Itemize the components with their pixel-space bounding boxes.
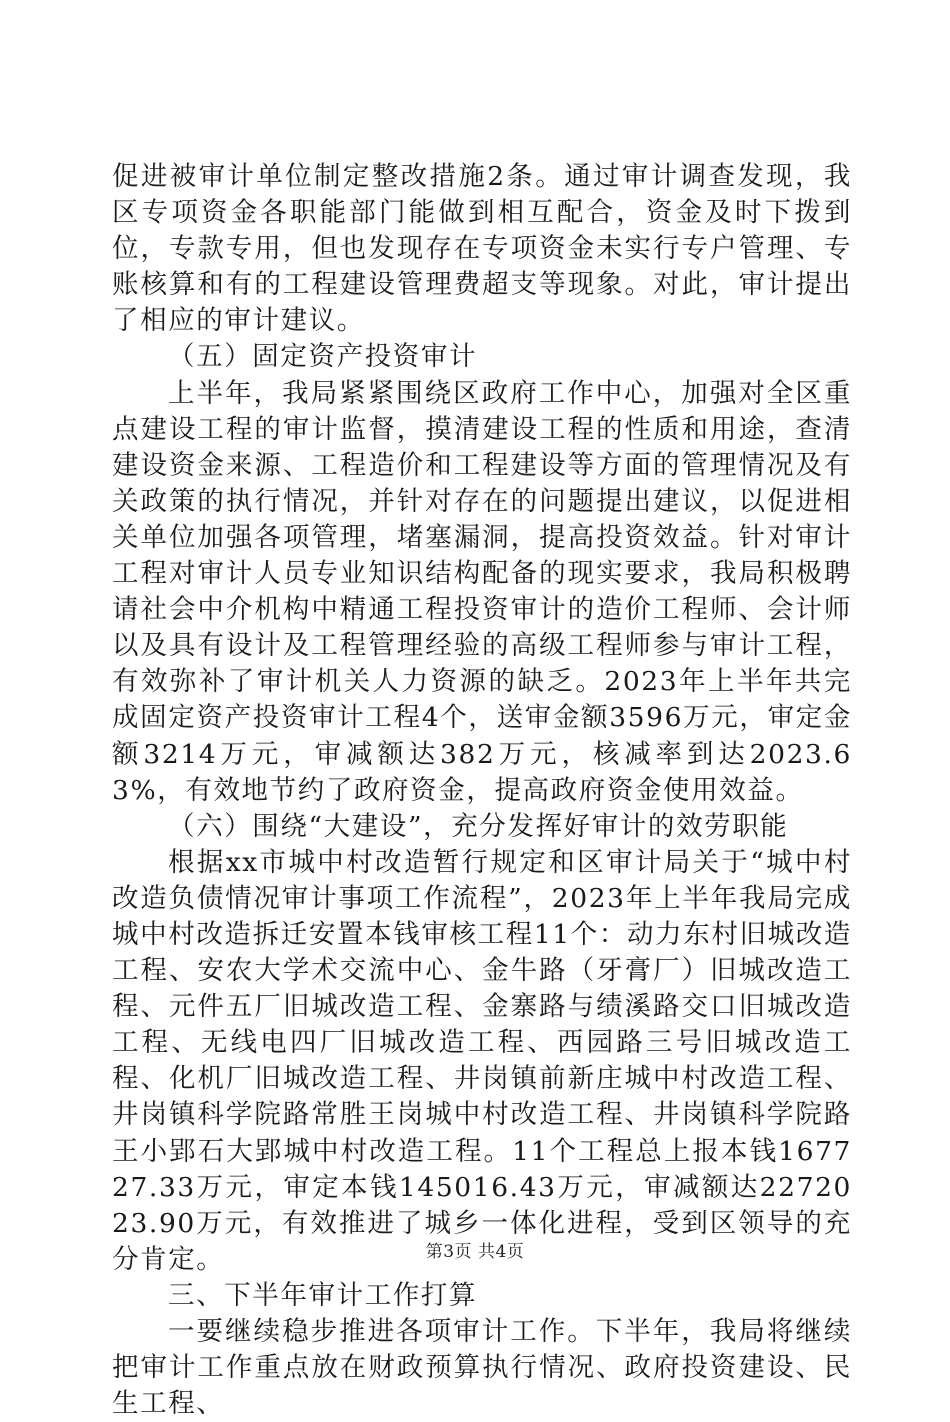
- section-heading-second-half-plan: 三、下半年审计工作打算: [168, 1279, 478, 1311]
- paragraph-fixed-asset-investment: 上半年，我局紧紧围绕区政府工作中心，加强对全区重点建设工程的审计监督，摸清建设工程的性质和用途，查清建设资金来源、工程造价和工程建设等方面的管理情况及有关政策的执行情况，并针对存在的问题提出建议，以促进相关单位加强各项管理，堵塞漏洞，提高投资效益。针对审计工程对审计人员专业知识结构配备的现实要求，我局积极聘请社会中介机构中精通工程投资审计的造价工程师、会计师以及具有设计及工程管理经验的高级工程师参与审计工程，有效弥补了审计机关人力资源的缺乏。2023年上半年共完成固定资产投资审计工程4个，送审金额3596万元，审定金额3214万元，审减额达382万元，核减率到达2023.63%，有效地节约了政府资金，提高政府资金使用效益。: [112, 377, 852, 806]
- document-body: [112, 159, 852, 1422]
- paragraph-urban-village-renovation: 根据xx市城中村改造暂行规定和区审计局关于“城中村改造负债情况审计事项工作流程”，2023年上半年我局完成城中村改造拆迁安置本钱审核工程11个：动力东村旧城改造工程、安农大学术交流中心、金牛路（牙膏厂）旧城改造工程、元件五厂旧城改造工程、金寨路与绩溪路交口旧城改造工程、无线电四厂旧城改造工程、西园路三号旧城改造工程、化机厂旧城改造工程、井岗镇前新庄城中村改造工程、井岗镇科学院路常胜王岗城中村改造工程、井岗镇科学院路王小郢石大郢城中村改造工程。11个工程总上报本钱167727.33万元，审定本钱145016.43万元，审减额达2272023.90万元，有效推进了城乡一体化进程，受到区领导的充分肯定。: [112, 846, 852, 1275]
- section-heading-fixed-asset-investment: （五）固定资产投资审计: [168, 341, 478, 373]
- paragraph-special-funds-audit: 促进被审计单位制定整改措施2条。通过审计调查发现，我区专项资金各职能部门能做到相互配合，资金及时下拨到位，专款专用，但也发现存在专项资金未实行专户管理、专账核算和有的工程建设管理费超支等现象。对此，审计提出了相应的审计建议。: [112, 161, 852, 337]
- page-number-footer: 第3页 共4页: [425, 1242, 525, 1262]
- section-heading-major-construction: （六）围绕“大建设”，充分发挥好审计的效劳职能: [168, 810, 789, 842]
- paragraph-continue-audit-work: 一要继续稳步推进各项审计工作。下半年，我局将继续把审计工作重点放在财政预算执行情况、政府投资建设、民生工程、: [112, 1316, 852, 1420]
